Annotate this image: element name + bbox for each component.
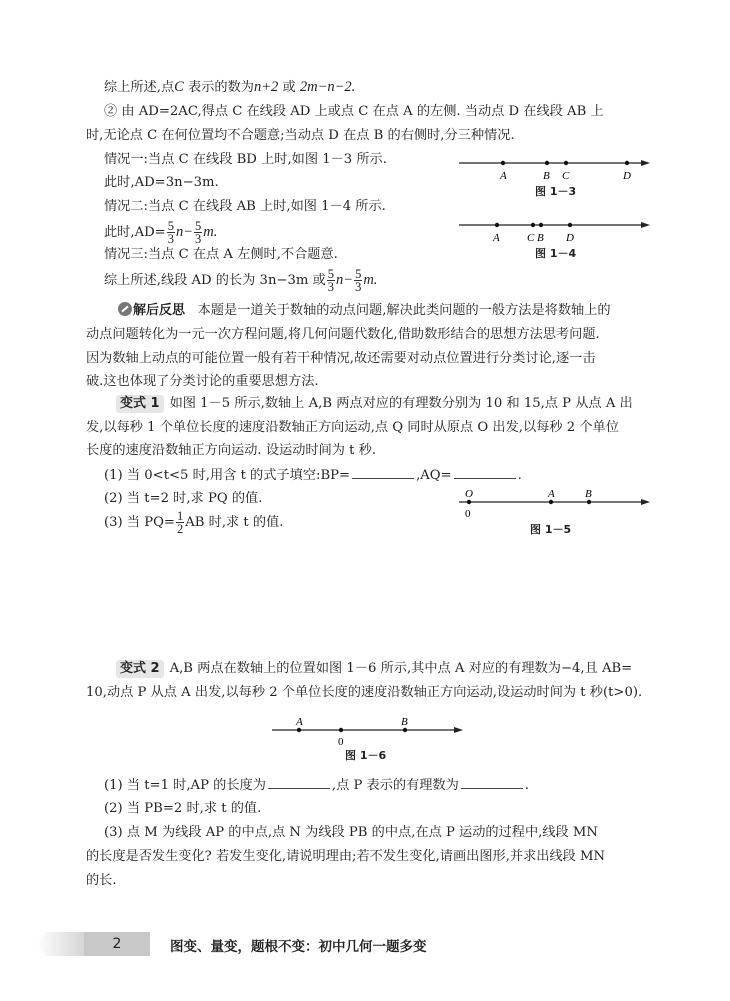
point-B: [587, 500, 591, 504]
variant-badge: 变式 2: [116, 660, 164, 678]
figure-1-5-caption: 图 1－5: [530, 523, 572, 536]
label-D: D: [566, 232, 574, 244]
number-line: [455, 487, 655, 523]
point-A: [495, 223, 499, 227]
label-B: B: [543, 170, 550, 182]
label-A: A: [296, 716, 303, 728]
figure-1-4-caption: 图 1－4: [535, 247, 577, 260]
arrow-icon: [641, 499, 650, 505]
variant2-q3-line-2: 的长度是否发生变化? 若发生变化,请说明理由;若不发生变化,请画出图形,并求出线段 MN: [86, 849, 606, 864]
text: A,B 两点在数轴上的位置如图 1－6 所示,其中点 A 对应的有理数为−4,且 AB=: [169, 661, 633, 676]
variant2-q2: (2) 当 PB=2 时,求 t 的值.: [104, 801, 262, 816]
variant1-line-3: 长度的速度沿数轴正方向运动. 设运动时间为 t 秒.: [86, 443, 377, 458]
point-A: [549, 500, 553, 504]
frac-den: 3: [327, 280, 335, 294]
case3-text: 情况三:当点 C 在点 A 左侧时,不合题意.: [104, 247, 338, 262]
number-line: [268, 715, 468, 751]
math-var: C: [174, 79, 184, 95]
figure-1-4: [455, 217, 655, 247]
label-A: A: [500, 170, 507, 182]
fraction: [327, 268, 335, 293]
variant1-line-1: [116, 395, 633, 413]
frac-num: 1: [177, 509, 184, 523]
variant1-q2: (2) 当 t=2 时,求 PQ 的值.: [104, 491, 263, 506]
text: 或: [282, 80, 296, 95]
label-D: D: [623, 170, 631, 182]
point-D: [625, 161, 629, 165]
arrow-icon: [641, 160, 650, 166]
variant-badge: 变式 1: [116, 395, 164, 413]
summary-line-2: [104, 266, 377, 295]
fraction: [176, 510, 184, 535]
fraction: [167, 220, 175, 245]
label-A: A: [493, 232, 500, 244]
text: 表示的数为: [188, 80, 254, 95]
math-expr: n+2: [253, 79, 279, 95]
answer-blank[interactable]: [461, 776, 523, 789]
point-C: [564, 161, 568, 165]
part2-line-1: ② 由 AD=2AC,得点 C 在线段 AD 上或点 C 在点 A 的左侧. 当动点 D 在线段 AB 上: [104, 104, 604, 119]
point-B: [403, 728, 407, 732]
frac-num: 5: [195, 219, 202, 233]
answer-blank[interactable]: [352, 466, 414, 479]
origin-label: 0: [465, 508, 471, 520]
text: 本题是一道关于数轴的动点问题,解决此类问题的一般方法是将数轴上的: [197, 303, 611, 318]
text: .: [524, 778, 530, 793]
label-B: B: [585, 488, 592, 500]
label-B: B: [401, 716, 408, 728]
text: 综上所述,线段 AD 的长为 3n−3m 或: [104, 273, 326, 288]
point-A: [297, 728, 301, 732]
text: ,AQ=: [416, 468, 452, 483]
point-B: [539, 223, 543, 227]
label-A: A: [548, 488, 555, 500]
answer-blank[interactable]: [268, 776, 330, 789]
frac-num: 5: [327, 267, 335, 281]
number-line: [455, 155, 655, 185]
figure-1-3: [455, 155, 655, 185]
text: 此时,AD=: [104, 225, 166, 240]
point-origin: [339, 728, 343, 732]
text: ,点 P 表示的有理数为: [331, 778, 459, 793]
part2-line-2: 时,无论点 C 在何位置均不合题意;当动点 D 在点 B 的右侧时,分三种情况.: [86, 128, 515, 143]
book-title: 图变、量变，题根不变：初中几何一题多变: [170, 939, 427, 955]
variant1-q3: [104, 508, 283, 538]
point-C: [531, 223, 535, 227]
math-expr: m.: [363, 272, 378, 288]
math-expr: m.: [203, 224, 218, 240]
figure-1-5: [455, 487, 655, 523]
variant2-line-1: [116, 660, 632, 678]
case2-text: 情况二:当点 C 在线段 AB 上时,如图 1－4 所示.: [104, 199, 386, 214]
frac-num: 5: [167, 219, 174, 233]
variant1-q1: [104, 466, 522, 485]
case1-result: 此时,AD=3n−3m.: [104, 175, 219, 190]
frac-den: 3: [355, 280, 362, 294]
text: AB 时,求 t 的值.: [185, 515, 284, 530]
figure-1-3-caption: 图 1－3: [535, 185, 577, 198]
summary-line-1: [104, 78, 355, 97]
math-expr: n−: [336, 272, 354, 288]
case1-text: 情况一:当点 C 在线段 BD 上时,如图 1－3 所示.: [104, 152, 387, 167]
label-C: C: [527, 232, 535, 244]
reflection-line-1: [118, 302, 611, 320]
reflection-line-2: 动点问题转化为一元一次方程问题,将几何问题代数化,借助数形结合的思想方法思考问题.: [86, 327, 600, 342]
arrow-icon: [641, 222, 650, 228]
reflection-line-4: 破.这也体现了分类讨论的重要思想方法.: [86, 374, 319, 389]
variant2-line-2: 10,动点 P 从点 A 出发,以每秒 2 个单位长度的速度沿数轴正方向运动,设运动时间为 t 秒(t>0).: [86, 685, 643, 700]
text: .: [517, 468, 522, 483]
text: (1) 当 t=1 时,AP 的长度为: [104, 778, 266, 793]
fraction: [354, 268, 362, 293]
point-D: [568, 223, 572, 227]
case2-result: [104, 218, 217, 247]
math-expr: n−: [175, 224, 194, 240]
variant2-q3-line-1: (3) 点 M 为线段 AP 的中点,点 N 为线段 PB 的中点,在点 P 运动的过程中,线段 MN: [104, 825, 598, 840]
frac-den: 2: [177, 522, 184, 536]
frac-den: 3: [195, 232, 202, 246]
text: (3) 当 PQ=: [104, 515, 175, 530]
variant1-line-2: 发,以每秒 1 个单位长度的速度沿数轴正方向运动,点 Q 同时从原点 O 出发,以每秒 2 个单位: [86, 420, 619, 435]
frac-den: 3: [167, 232, 174, 246]
answer-blank[interactable]: [454, 466, 516, 479]
fraction: [194, 220, 202, 245]
label-O: O: [465, 488, 473, 500]
reflection-line-3: 因为数轴上动点的可能位置一般有若干种情况,故还需要对动点位置进行分类讨论,逐一击: [86, 351, 596, 366]
text: 如图 1－5 所示,数轴上 A,B 两点对应的有理数分别为 10 和 15,点 P 从点 A 出: [169, 396, 633, 411]
reflection-title: 解后反思: [133, 303, 186, 318]
point-B: [545, 161, 549, 165]
label-B: B: [537, 232, 544, 244]
page-number: 2: [84, 932, 150, 956]
variant2-q1: [104, 776, 529, 795]
pencil-icon: [118, 302, 132, 316]
variant2-q3-line-3: 的长.: [86, 873, 117, 888]
origin-label: 0: [338, 736, 344, 748]
label-C: C: [562, 170, 570, 182]
point-A: [501, 161, 505, 165]
figure-1-6: [268, 715, 468, 751]
text: (1) 当 0<t<5 时,用含 t 的式子填空:BP=: [104, 468, 351, 483]
text: 综上所述,点: [104, 80, 175, 95]
figure-1-6-caption: 图 1－6: [345, 749, 387, 762]
arrow-icon: [454, 727, 463, 733]
point-O: [467, 500, 471, 504]
number-line: [455, 217, 655, 247]
frac-num: 5: [355, 267, 362, 281]
math-expr: 2m−n−2.: [299, 79, 356, 95]
